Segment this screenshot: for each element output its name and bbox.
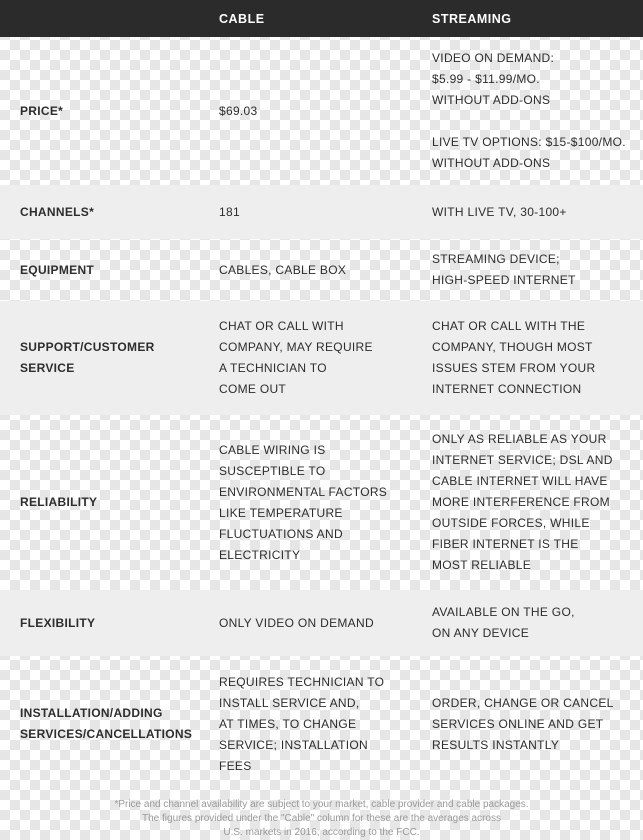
table-row: [0, 239, 643, 301]
footnote-line: *Price and channel availability are subject to your market, cable provider and cable packages.: [114, 799, 529, 810]
table-row: [0, 37, 643, 185]
row-label: INSTALLATION/ADDING SERVICES/CANCELLATIONS: [20, 706, 193, 741]
header-streaming: STREAMING: [432, 12, 512, 26]
streaming-cell: ORDER, CHANGE OR CANCEL SERVICES ONLINE AND GET RESULTS INSTANTLY: [432, 695, 614, 752]
cable-cell: CABLES, CABLE BOX: [219, 262, 347, 277]
row-label: SUPPORT/CUSTOMER SERVICE: [20, 340, 155, 375]
row-label: FLEXIBILITY: [20, 615, 96, 630]
row-label: EQUIPMENT: [20, 262, 95, 277]
streaming-cell: WITH LIVE TV, 30-100+: [432, 204, 567, 219]
streaming-cell: VIDEO ON DEMAND: $5.99 - $11.99/MO. WITHOUT ADD-ONS LIVE TV OPTIONS: $15-$100/MO. WITHOUT ADD-ONS: [432, 51, 626, 170]
row-label: PRICE*: [20, 103, 64, 118]
header-cable: CABLE: [219, 12, 265, 26]
cable-cell: CHAT OR CALL WITH COMPANY, MAY REQUIRE A TECHNICIAN TO COME OUT: [219, 319, 373, 396]
streaming-cell: ONLY AS RELIABLE AS YOUR INTERNET SERVICE; DSL AND CABLE INTERNET WILL HAVE MORE INTERFERENCE FROM OUTSIDE FORCES, WHILE FIBER INTERNET IS THE MOST RELIABLE: [432, 432, 613, 572]
table-row: [0, 185, 643, 239]
cable-cell: ONLY VIDEO ON DEMAND: [219, 615, 374, 630]
cable-cell: REQUIRES TECHNICIAN TO INSTALL SERVICE AND, AT TIMES, TO CHANGE SERVICE; INSTALLATION FEES: [219, 674, 385, 773]
footnote-line: The figures provided under the "Cable" column for these are the averages across: [142, 813, 501, 824]
streaming-cell: CHAT OR CALL WITH THE COMPANY, THOUGH MOST ISSUES STEM FROM YOUR INTERNET CONNECTION: [432, 319, 596, 396]
table-row: [0, 301, 643, 415]
cable-cell: CABLE WIRING IS SUSCEPTIBLE TO ENVIRONMENTAL FACTORS LIKE TEMPERATURE FLUCTUATIONS AND ELECTRICITY: [219, 442, 388, 562]
cable-cell: $69.03: [219, 103, 258, 118]
footnote: [40, 798, 603, 840]
footnote-line: U.S. markets in 2016, according to the FCC.: [223, 827, 420, 838]
table-row: [0, 415, 643, 590]
streaming-cell: AVAILABLE ON THE GO, ON ANY DEVICE: [432, 605, 575, 640]
cable-cell: 181: [219, 204, 240, 219]
row-label: RELIABILITY: [20, 495, 98, 509]
table-header: [0, 0, 643, 37]
table-row: [0, 590, 643, 656]
row-label: CHANNELS*: [20, 204, 95, 219]
table-row: [0, 656, 643, 792]
streaming-cell: STREAMING DEVICE; HIGH-SPEED INTERNET: [432, 252, 576, 287]
